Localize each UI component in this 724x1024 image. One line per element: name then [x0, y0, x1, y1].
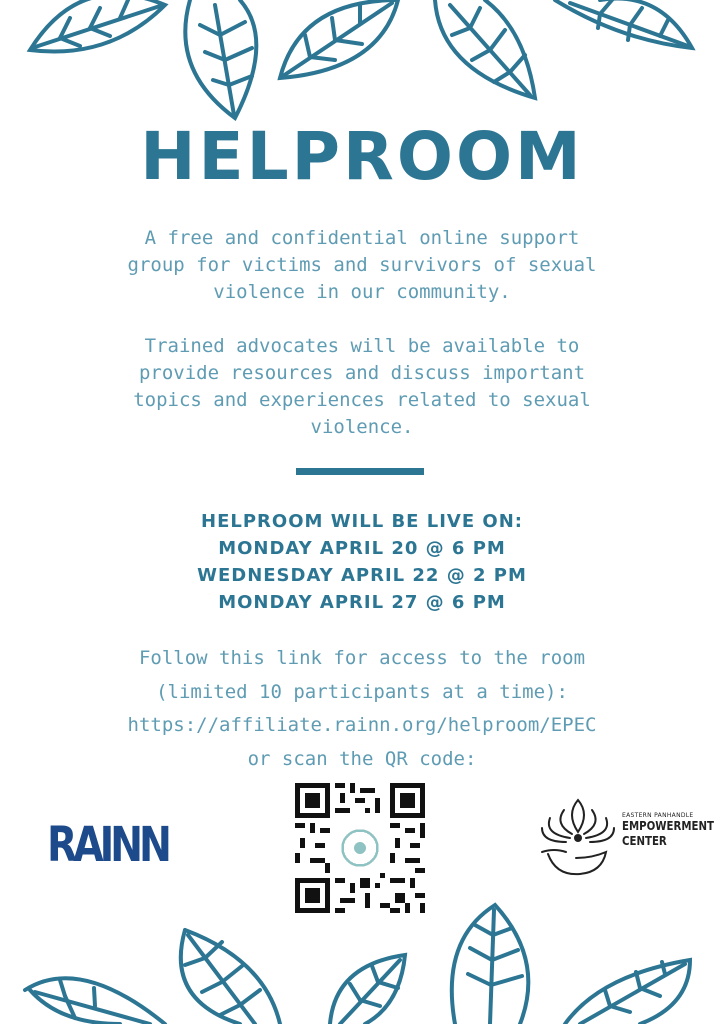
- intro-paragraph: A free and confidential online support group for victims and survivors of sexual violence in our community.: [127, 227, 597, 303]
- section-divider: [296, 468, 424, 475]
- schedule-heading: HELPROOM WILL BE LIVE ON:: [201, 511, 523, 532]
- advocates-paragraph: Trained advocates will be available to provide resources and discuss important topics and experiences related to sexual violence.: [133, 335, 591, 438]
- schedule-session: WEDNESDAY APRIL 22 @ 2 PM: [197, 565, 527, 586]
- lotus-hand-icon: [536, 792, 620, 882]
- access-limit-note: (limited 10 participants at a time):: [156, 680, 568, 703]
- qr-code[interactable]: [295, 783, 425, 913]
- schedule-session: MONDAY APRIL 20 @ 6 PM: [218, 538, 506, 559]
- decorative-leaves-top: [0, 0, 724, 130]
- rainn-logo: RAINN: [47, 817, 168, 873]
- schedule-session: MONDAY APRIL 27 @ 6 PM: [218, 592, 506, 613]
- epec-title-line2: CENTER: [622, 834, 667, 848]
- access-instruction: Follow this link for access to the room: [138, 647, 586, 669]
- decorative-leaves-bottom: [0, 900, 724, 1024]
- epec-logo: [622, 812, 722, 849]
- schedule-block: [0, 508, 724, 616]
- access-link[interactable]: https://affiliate.rainn.org/helproom/EPEC: [127, 714, 597, 736]
- page-title: HELPROOM: [140, 118, 584, 195]
- epec-title-line1: EMPOWERMENT: [622, 819, 714, 833]
- epec-subtitle: EASTERN PANHANDLE: [622, 812, 694, 819]
- qr-instruction: or scan the QR code:: [247, 747, 477, 770]
- access-block: [0, 642, 724, 776]
